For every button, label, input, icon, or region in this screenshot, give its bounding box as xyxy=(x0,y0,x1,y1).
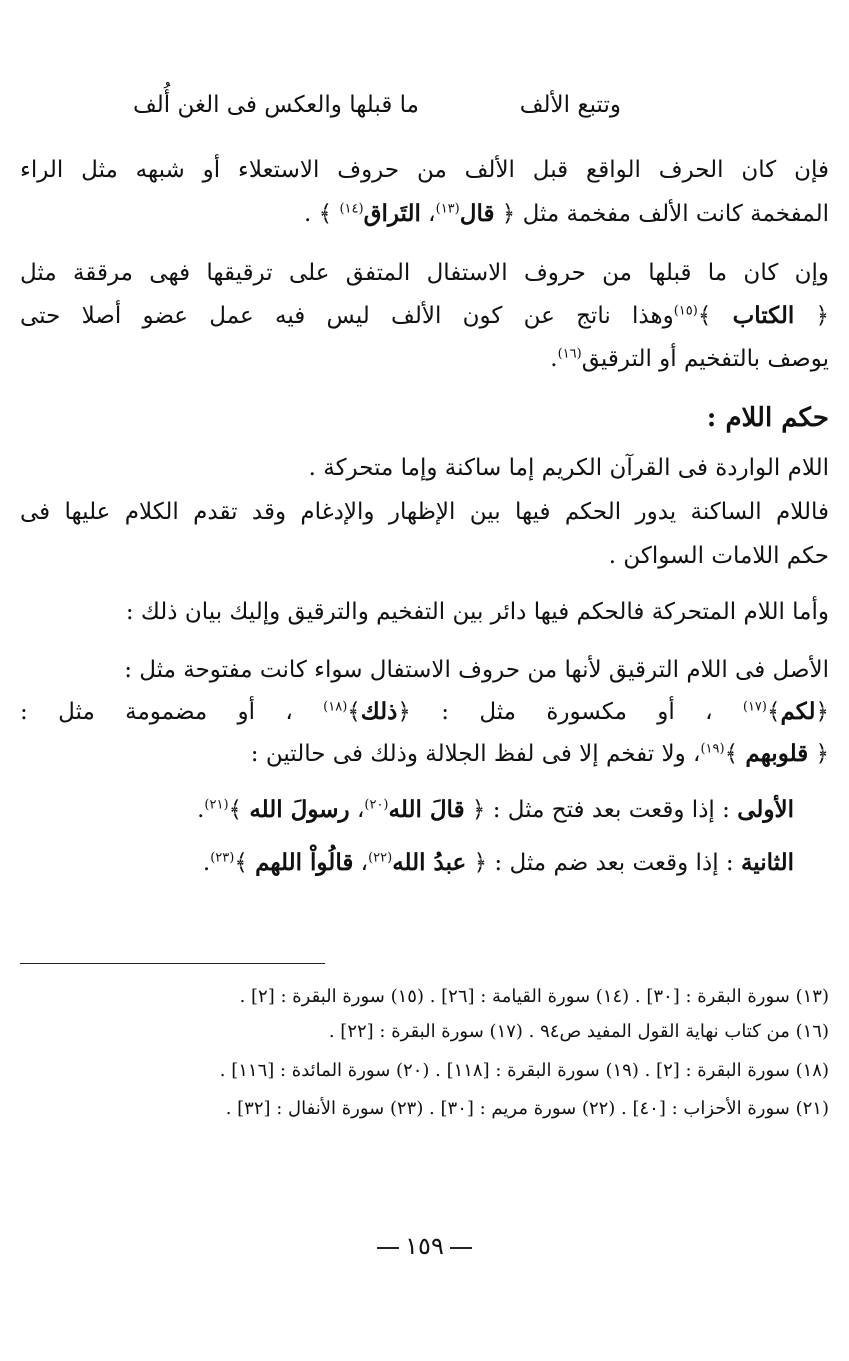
section-heading xyxy=(20,398,829,439)
footnote-line: (١٣) سورة البقرة : [٣٠] . (١٤) سورة القيامة : [٢٦] . (١٥) سورة البقرة : [٢] . xyxy=(239,986,829,1007)
footnote-separator xyxy=(20,963,325,964)
p5-line3 xyxy=(20,734,829,774)
footnote-ref: (٢٢) xyxy=(368,850,393,866)
footnote-ref: (١٦) xyxy=(557,346,582,362)
p5-text: ، أو مضمومة مثل : xyxy=(20,699,293,725)
p2-line1: وإن كان ما قبلها من حروف الاستفال المتفق على ترقيقها فهى مرققة مثل xyxy=(20,260,829,286)
case-second: الثانية : إذا وقعت بعد ضم مثل : ﴿ عبدُ الله$^{(٢٢)}$، قالُواْ اللهم ﴾$^{(٢٣)}$. xyxy=(202,849,794,876)
footnote-line: (١٦) من كتاب نهاية القول المفيد ص٩٤ . (١٧) سورة البقرة : [٢٢] . xyxy=(328,1021,829,1042)
p5-text: ، ولا تفخم إلا فى لفظ الجلالة وذلك فى حالتين : xyxy=(250,741,701,767)
footnote-line: (٢١) سورة الأحزاب : [٤٠] . (٢٢) سورة مريم : [٣٠] . (٢٣) سورة الأنفال : [٣٢] . xyxy=(225,1098,829,1119)
period: . xyxy=(550,346,558,372)
footnote-ref: (١٩) xyxy=(700,741,725,757)
close-ornament: ﴾ xyxy=(697,303,712,329)
period: . xyxy=(197,797,205,823)
p2-text: وهذا ناتج عن كون الألف ليس فيه عمل عضو أصلا حتى xyxy=(20,303,674,329)
footnote-ref: (٢٠) xyxy=(364,797,389,813)
p3-line3: حكم اللامات السواكن . xyxy=(608,543,829,569)
p2-line2 xyxy=(20,296,829,336)
case-label: الأولى xyxy=(737,796,794,823)
case-label: الثانية xyxy=(740,849,794,876)
heading-text: حكم اللام : xyxy=(706,403,829,433)
footnote-ref: (١٣) xyxy=(435,201,460,217)
period: . xyxy=(202,850,211,876)
open-ornament: ﴿ xyxy=(815,699,829,725)
p1-line2 xyxy=(20,194,829,234)
close-ornament: ﴾ xyxy=(347,699,361,725)
footnote-ref: (١٥) xyxy=(673,303,698,319)
quran-word: التَراق xyxy=(363,200,421,227)
p2-text: يوصف بالتفخيم أو الترقيق xyxy=(581,346,829,372)
close-ornament: ﴾ xyxy=(724,741,739,767)
verse-second-hemistich: ما قبلها والعكس فى الغن أُلف xyxy=(132,92,419,118)
page-number-text: ١٥٩ xyxy=(405,1232,444,1260)
case-text: : إذا وقعت بعد فتح مثل : xyxy=(492,797,730,823)
case-text: : إذا وقعت بعد ضم مثل : xyxy=(494,850,734,876)
close-ornament: ﴾ xyxy=(228,797,242,823)
p5-line1: الأصل فى اللام الترقيق لأنها من حروف الاستفال سواء كانت مفتوحة مثل : xyxy=(124,657,829,683)
close-ornament: ﴾ xyxy=(234,850,248,876)
footnote-ref: (١٧) xyxy=(742,699,767,715)
quran-word: لكم xyxy=(780,698,816,725)
quran-word: قالُواْ اللهم xyxy=(255,849,354,876)
p1-text: المفخمة كانت الألف مفخمة مثل xyxy=(522,201,829,227)
quran-word: الكتاب xyxy=(732,302,795,329)
p3-line2: فاللام الساكنة يدور الحكم فيها بين الإظهار والإدغام وقد تقدم الكلام عليها فى xyxy=(20,499,829,525)
period: . xyxy=(304,201,312,227)
p2-line3 xyxy=(20,339,829,379)
p4-line1: وأما اللام المتحركة فالحكم فيها دائر بين التفخيم والترقيق وإليك بيان ذلك : xyxy=(125,599,829,625)
footnote-line: (١٨) سورة البقرة : [٢] . (١٩) سورة البقرة : [١١٨] . (٢٠) سورة المائدة : [١١٦] . xyxy=(219,1060,829,1081)
footnote-ref: (١٤) xyxy=(339,201,364,217)
separator: ، xyxy=(428,201,436,227)
p5-group2 xyxy=(323,699,411,725)
quran-word: قلوبهم xyxy=(745,740,809,767)
open-ornament: ﴿ xyxy=(501,201,516,227)
quran-word: قال xyxy=(459,200,495,227)
open-ornament: ﴿ xyxy=(397,699,411,725)
close-ornament: ﴾ xyxy=(767,699,781,725)
p3-line1: اللام الواردة فى القرآن الكريم إما ساكنة وإما متحركة . xyxy=(308,455,829,481)
footnote-ref: (١٨) xyxy=(323,699,348,715)
page-number xyxy=(0,1232,849,1260)
open-ornament: ﴿ xyxy=(471,797,486,823)
p5-text: ، أو مكسورة مثل : xyxy=(441,699,713,725)
quran-word: قالَ الله xyxy=(388,796,465,823)
open-ornament: ﴿ xyxy=(815,303,830,329)
open-ornament: ﴿ xyxy=(473,850,488,876)
footnote-ref: (٢١) xyxy=(204,797,229,813)
quran-word: ذلك xyxy=(360,698,398,725)
dash-left xyxy=(377,1247,399,1249)
footnote-ref: (٢٣) xyxy=(210,850,235,866)
quran-word: عبدُ الله xyxy=(392,849,467,876)
verse-first-hemistich: وتتبع الألف xyxy=(519,92,621,118)
open-ornament: ﴿ xyxy=(815,741,829,767)
close-ornament: ﴾ xyxy=(318,201,333,227)
dash-right xyxy=(450,1247,472,1249)
p5-group1 xyxy=(743,699,829,725)
case-first: الأولى : إذا وقعت بعد فتح مثل : ﴿ قالَ الله$^{(٢٠)}$، رسولَ الله ﴾$^{(٢١)}$. xyxy=(197,796,794,823)
quran-word: رسولَ الله xyxy=(249,796,350,823)
p1-line1: فإن كان الحرف الواقع قبل الألف من حروف الاستعلاء أو شبهه مثل الراء xyxy=(20,157,829,183)
p5-line2 xyxy=(20,692,829,732)
